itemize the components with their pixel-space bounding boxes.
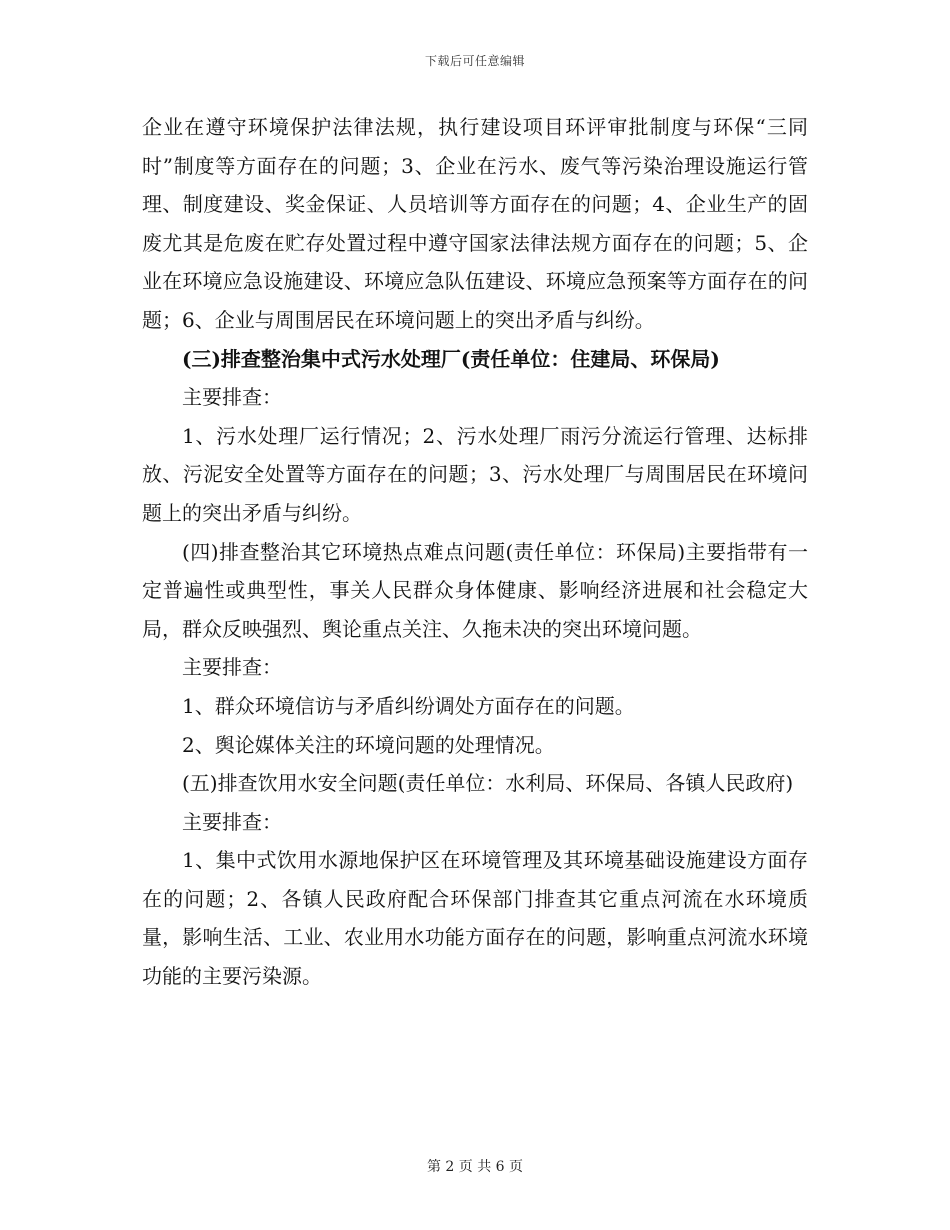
paragraph-drinking-water-issues: 1、集中式饮用水源地保护区在环境管理及其环境基础设施建设方面存在的问题；2、各镇人民政府配合环保部门排查其它重点河流在水环境质量，影响生活、工业、农业用水功能方面存在的问题，影响重点河流水环境功能的主要污染源。 [142, 848, 808, 989]
paragraph-enterprise-issues: 企业在遵守环境保护法律法规，执行建设项目环评审批制度与环保“三同时”制度等方面存在的问题；3、企业在污水、废气等污染治理设施运行管理、制度建设、奖金保证、人员培训等方面存在的问题；4、企业生产的固废尤其是危废在贮存处置过程中遵守国家法律法规方面存在的问题；5、企业在环境应急设施建设、环境应急队伍建设、环境应急预案等方面存在的问题；6、企业与周围居民在环境问题上的突出矛盾与纠纷。 [142, 115, 808, 332]
section-heading-3: (三)排查整治集中式污水处理厂(责任单位：住建局、环保局) [182, 346, 720, 371]
paragraph-media-issues: 2、舆论媒体关注的环境问题的处理情况。 [182, 732, 555, 757]
main-check-label-1: 主要排查： [182, 385, 282, 410]
section-heading-5: (五)排查饮用水安全问题(责任单位：水利局、环保局、各镇人民政府) [182, 771, 794, 796]
section-heading-4: (四)排查整治其它环境热点难点问题(责任单位：环保局)主要指带有一定普遍性或典型性，事关人民群众身体健康、影响经济进展和社会稳定大局，群众反映强烈、舆论重点关注、久拖未决的突出环境问题。 [142, 539, 808, 641]
page-number: 第 2 页 共 6 页 [426, 1159, 524, 1175]
paragraph-petition-issues: 1、群众环境信访与矛盾纠纷调处方面存在的问题。 [182, 693, 635, 718]
paragraph-sewage-plant-issues: 1、污水处理厂运行情况；2、污水处理厂雨污分流运行管理、达标排放、污泥安全处置等方面存在的问题；3、污水处理厂与周围居民在环境问题上的突出矛盾与纠纷。 [142, 423, 808, 525]
main-check-label-3: 主要排查： [182, 809, 282, 834]
document-body [142, 108, 808, 996]
main-check-label-2: 主要排查： [182, 655, 282, 680]
page-header: 下载后可任意编辑 [424, 54, 525, 68]
